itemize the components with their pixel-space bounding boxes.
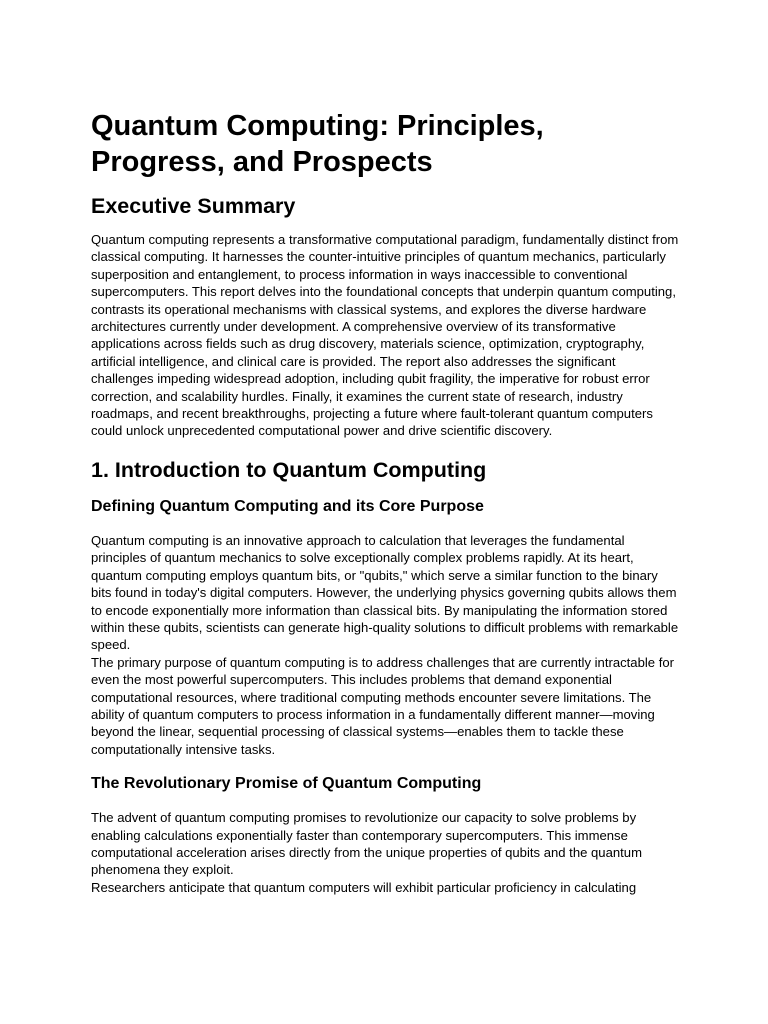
- section-1-heading: 1. Introduction to Quantum Computing: [91, 457, 487, 482]
- defining-subheading: Defining Quantum Computing and its Core Purpose: [91, 497, 484, 515]
- defining-paragraph-2: The primary purpose of quantum computing is to address challenges that are currently intractable for even the most powerful supercomputers. This includes problems that demand exponential computational resources, where traditional computing methods encounter severe limitations. The ability of quantum computers to process information in a fundamentally different manner—moving beyond the linear, sequential processing of classical systems—enables them to tackle these computationally intensive tasks.: [91, 654, 674, 757]
- promise-paragraph-2: Researchers anticipate that quantum computers will exhibit particular proficiency in calculating: [91, 879, 637, 895]
- document-title: Quantum Computing: Principles, Progress, and Prospects: [91, 110, 544, 178]
- promise-subheading: The Revolutionary Promise of Quantum Computing: [91, 775, 482, 793]
- document-page: [91, 108, 681, 896]
- executive-summary-heading: Executive Summary: [91, 194, 296, 218]
- defining-paragraph-1: Quantum computing is an innovative approach to calculation that leverages the fundamental principles of quantum mechanics to solve exceptionally complex problems rapidly. At its heart, quantum computing employs quantum bits, or "qubits," which serve a similar function to the binary bits found in today's digital computers. However, the underlying physics governing qubits allows them to encode exponentially more information than classical bits. By manipulating the information stored within these qubits, scientists can generate high-quality solutions to difficult problems with remarkable speed.: [91, 532, 679, 653]
- executive-summary-paragraph: Quantum computing represents a transformative computational paradigm, fundamentally distinct from classical computing. It harnesses the counter-intuitive principles of quantum mechanics, particularly superposition and entanglement, to process information in ways inaccessible to conventional supercomputers. This report delves into the foundational concepts that underpin quantum computing, contrasts its operational mechanisms with classical systems, and explores the diverse hardware architectures currently under development. A comprehensive overview of its transformative applications across fields such as drug discovery, materials science, optimization, cryptography, artificial intelligence, and clinical care is provided. The report also addresses the significant challenges impeding widespread adoption, including qubit fragility, the imperative for robust error correction, and scalability hurdles. Finally, it examines the current state of research, industry roadmaps, and recent breakthroughs, projecting a future where fault-tolerant quantum computers could unlock unprecedented computational power and drive scientific discovery.: [91, 232, 679, 439]
- promise-paragraph-1: The advent of quantum computing promises to revolutionize our capacity to solve problems by enabling calculations exponentially faster than contemporary supercomputers. This immense computational acceleration arises directly from the unique properties of qubits and the quantum phenomena they exploit.: [91, 810, 642, 878]
